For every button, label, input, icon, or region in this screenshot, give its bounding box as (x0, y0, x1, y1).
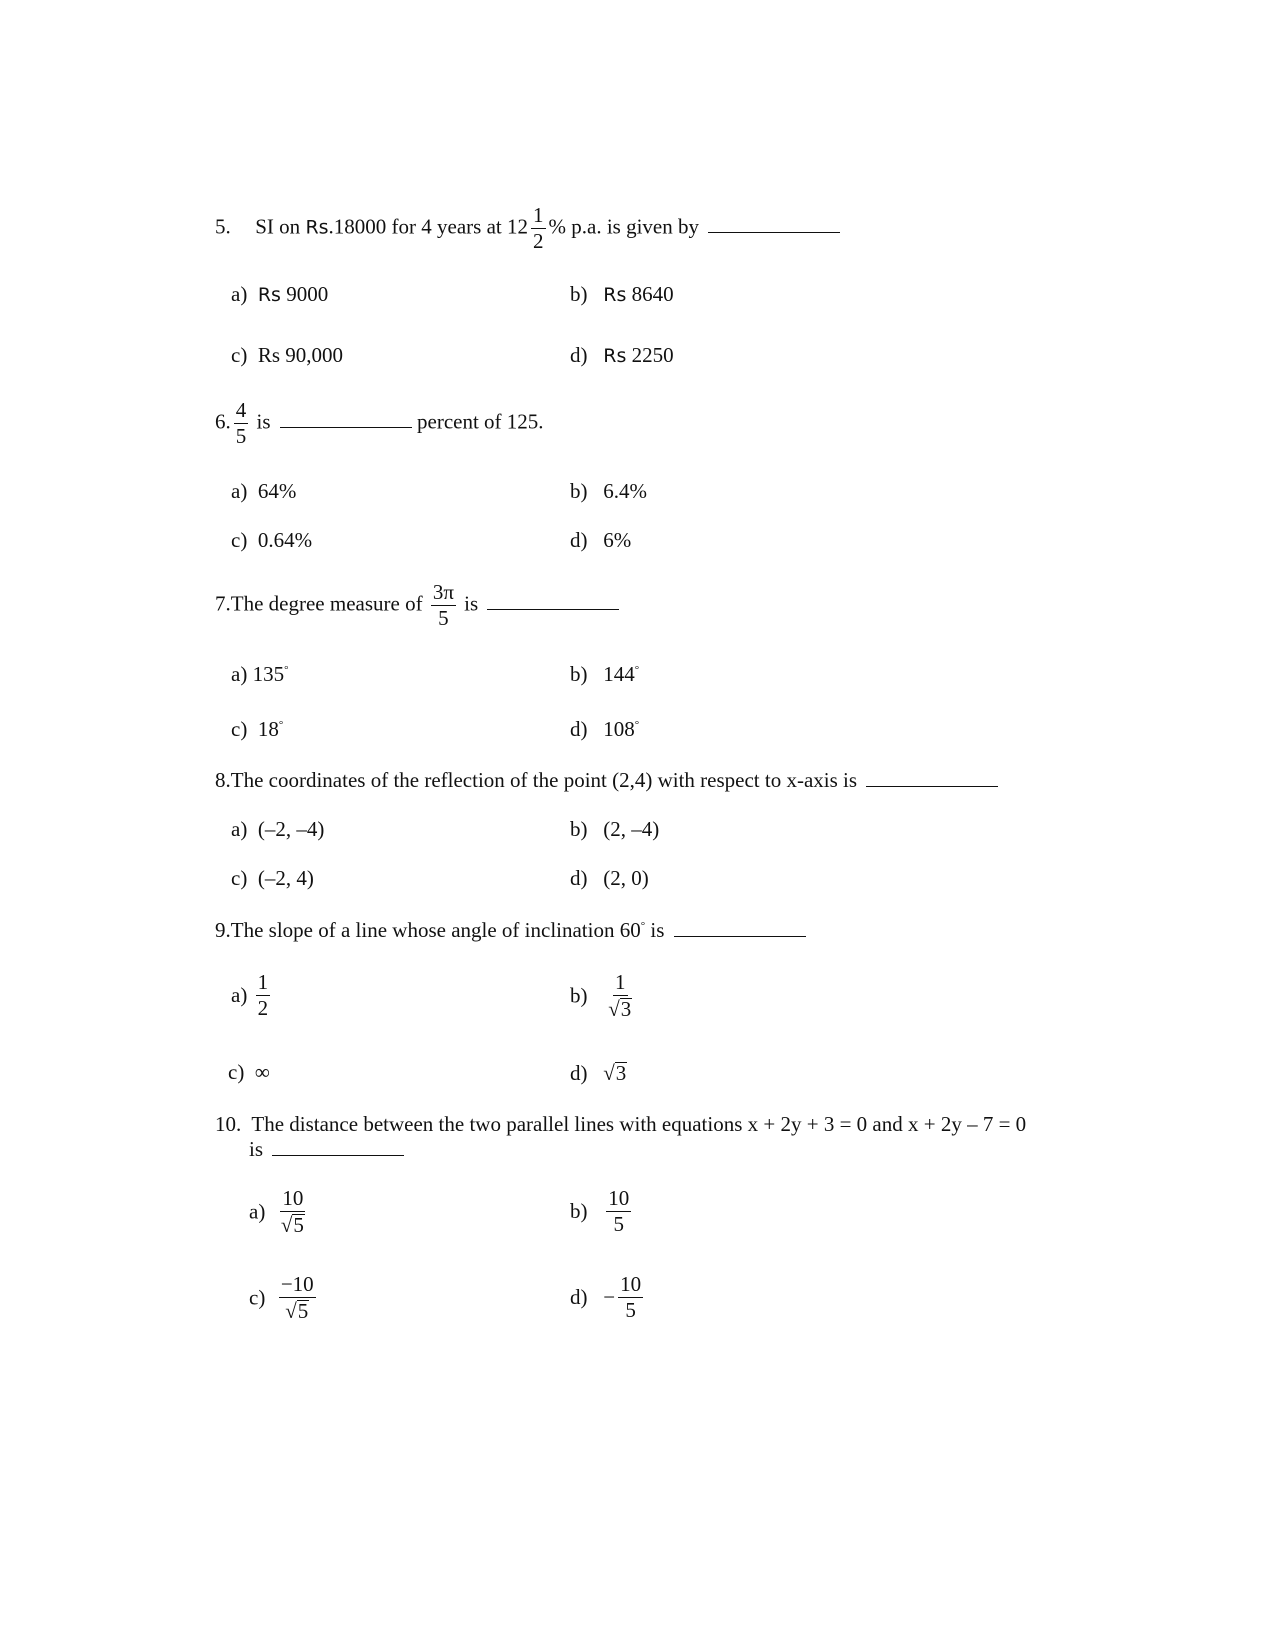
question-7 (215, 582, 619, 629)
option-c: c) Rs 90,000 (231, 343, 344, 367)
question-10 (215, 1114, 1026, 1135)
answer-blank (280, 427, 412, 428)
question-number: 5. (215, 214, 231, 239)
question-text: The slope of a line whose angle of inclination 60 (230, 918, 641, 942)
answer-blank (487, 609, 619, 610)
option-a: a) 64% (231, 479, 297, 503)
fraction: $\frac{1}{√3}$ (608, 970, 632, 1021)
fraction: $\frac{3\pi}{5}$ (432, 580, 454, 630)
question-8 (215, 770, 998, 791)
option-d: d) √3 (570, 1061, 627, 1085)
question-number: 8. (215, 768, 231, 792)
option-d: d) Rs 2250 (570, 343, 674, 367)
question-text: percent of 125. (417, 409, 544, 434)
question-text: is (645, 918, 665, 942)
option-b: b) (2, –4) (570, 817, 660, 841)
question-text: The degree measure of (230, 591, 423, 616)
question-9: 9.The slope of a line whose angle of inclination 60° is (215, 920, 806, 941)
fraction: $\frac{1}{2}$ (533, 203, 544, 253)
question-text: The distance between the two parallel lines with equations x + 2y + 3 = 0 and x + 2y – 7 = 0 (251, 1112, 1027, 1136)
fraction: $\frac{10}{5}$ (620, 1272, 642, 1322)
answer-blank (708, 232, 840, 233)
option-b: b) Rs 8640 (570, 282, 674, 306)
option-a: a) Rs 9000 (231, 282, 329, 306)
option-b: b) $\frac{1}{√3}$ (570, 972, 637, 1020)
fraction: $\frac{-10}{√5}$ (280, 1272, 314, 1323)
question-6 (215, 400, 544, 447)
option-d: d) 6% (570, 528, 632, 552)
option-a: a) 135° (231, 662, 289, 686)
option-b: b) 144° (570, 662, 640, 686)
option-a: a) $\frac{10}{√5}$ (249, 1188, 310, 1236)
question-number: 7. (215, 591, 231, 616)
question-text: .18000 for 4 years at 12 (328, 214, 528, 239)
option-c: c) (–2, 4) (231, 866, 314, 890)
question-10-continued (249, 1139, 404, 1160)
option-c: c) $\frac{-10}{√5}$ (249, 1272, 314, 1323)
option-d: d) (2, 0) (570, 866, 649, 890)
question-number: 6. (215, 409, 231, 434)
question-text: % p.a. is given by (548, 214, 699, 239)
question-5 (215, 205, 840, 252)
fraction: $\frac{4}{5}$ (235, 398, 247, 448)
question-number: 10. (215, 1112, 242, 1136)
question-text: is (256, 409, 271, 434)
option-b: b) $\frac{10}{5}$ (570, 1186, 630, 1236)
answer-blank (272, 1155, 404, 1156)
answer-blank (674, 936, 806, 937)
question-number: 9. (215, 918, 231, 942)
fraction: $\frac{1}{2}$ (257, 970, 269, 1020)
option-a: a) (–2, –4) (231, 817, 325, 841)
currency: Rs (305, 216, 329, 239)
question-text: SI on (255, 214, 306, 239)
fraction: $\frac{10}{5}$ (608, 1186, 630, 1236)
option-d: d) 108° (570, 717, 640, 741)
fraction: $\frac{10}{√5}$ (280, 1186, 304, 1237)
option-b: b) 6.4% (570, 479, 647, 503)
question-text: is (464, 591, 479, 616)
option-c: c) 0.64% (231, 528, 313, 552)
question-text: is (249, 1137, 264, 1161)
answer-blank (866, 786, 998, 787)
question-text: The coordinates of the reflection of the point (2,4) with respect to x-axis is (230, 768, 858, 792)
option-d: d) − $\frac{10}{5}$ (570, 1272, 642, 1322)
option-c: c) 18° (231, 717, 284, 741)
option-c: c) ∞ (228, 1060, 270, 1084)
option-a: a) $\frac{1}{2}$ (231, 970, 269, 1020)
